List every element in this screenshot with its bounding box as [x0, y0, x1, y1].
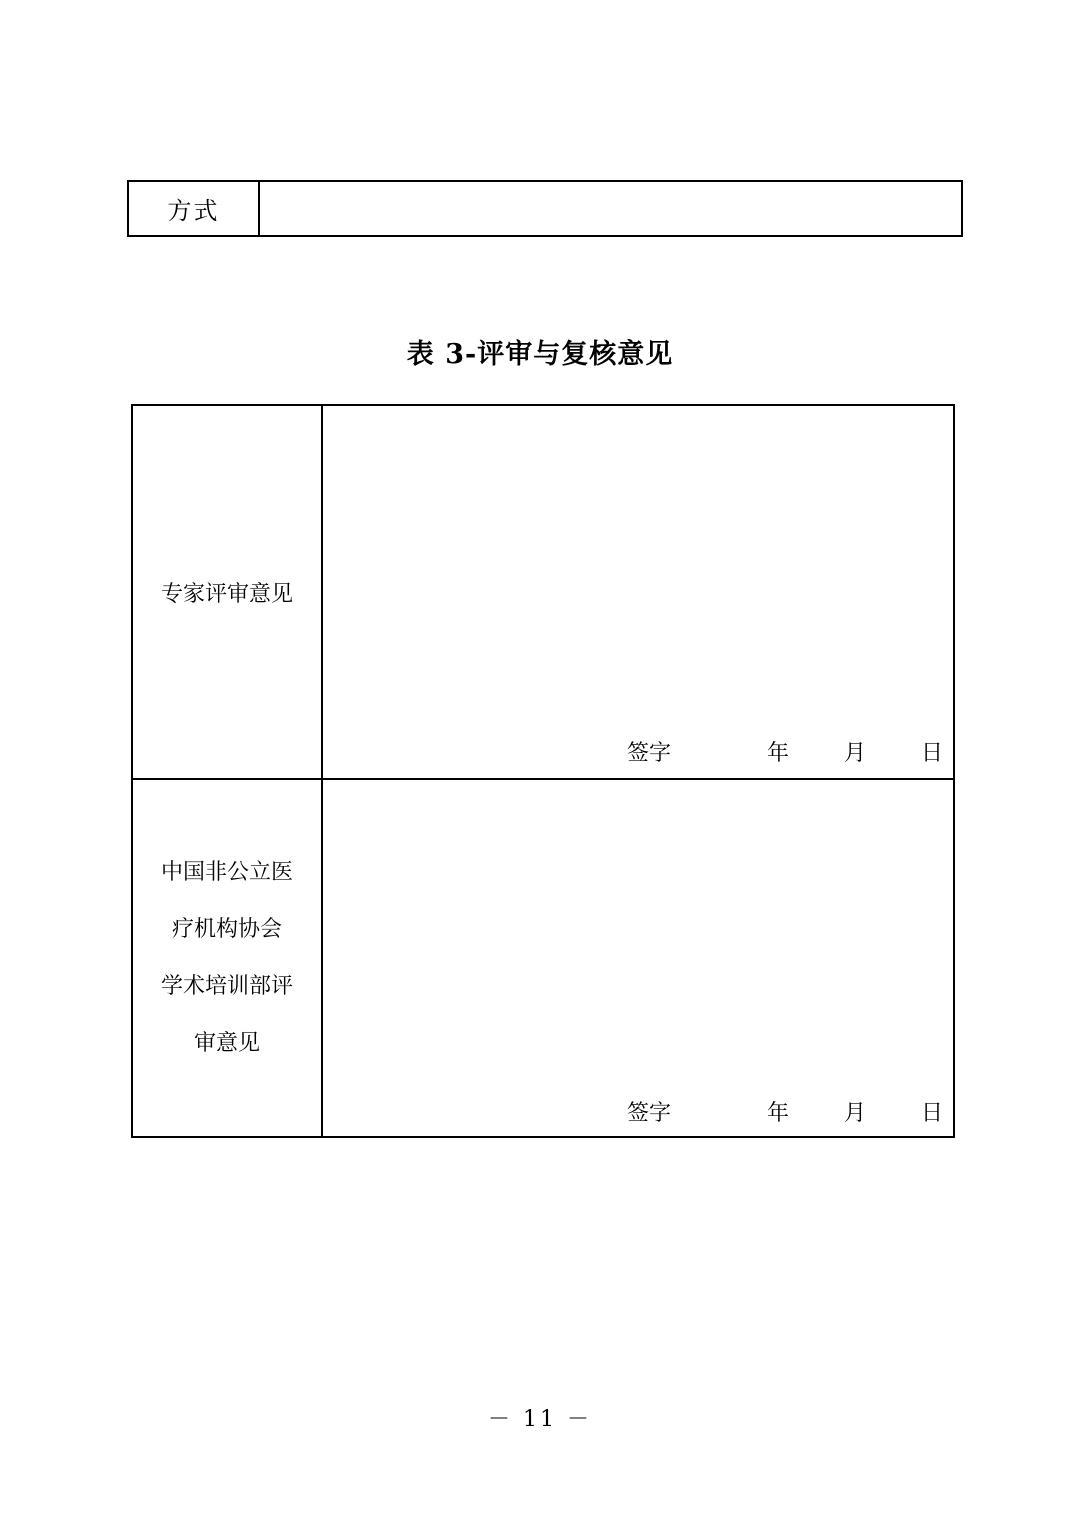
method-table: [127, 180, 963, 237]
day-label: 日: [921, 1101, 944, 1126]
association-review-label-line: 学术培训部评: [160, 974, 293, 999]
association-review-label: [133, 780, 321, 1138]
review-table-column-divider: [321, 406, 323, 1136]
signature-label: 签字: [627, 1101, 672, 1126]
expert-review-label: [133, 406, 321, 778]
association-review-label-line: 审意见: [193, 1031, 260, 1056]
review-table: [131, 404, 955, 1138]
year-label: 年: [767, 741, 790, 766]
day-label: 日: [921, 741, 944, 766]
table-title: 表 3-评审与复核意见: [406, 339, 674, 370]
association-review-signature-line: [323, 1096, 955, 1126]
month-label: 月: [844, 1101, 867, 1126]
year-label: 年: [767, 1101, 790, 1126]
method-table-divider: [258, 182, 260, 235]
page-number: － 11 －: [488, 1407, 592, 1432]
expert-review-label-text: 专家评审意见: [160, 581, 293, 607]
association-review-label-line: 中国非公立医: [160, 860, 293, 885]
signature-label: 签字: [627, 741, 672, 766]
month-label: 月: [844, 741, 867, 766]
expert-review-signature-line: [323, 736, 955, 766]
association-review-label-line: 疗机构协会: [171, 917, 282, 942]
method-label: 方式: [167, 197, 220, 225]
